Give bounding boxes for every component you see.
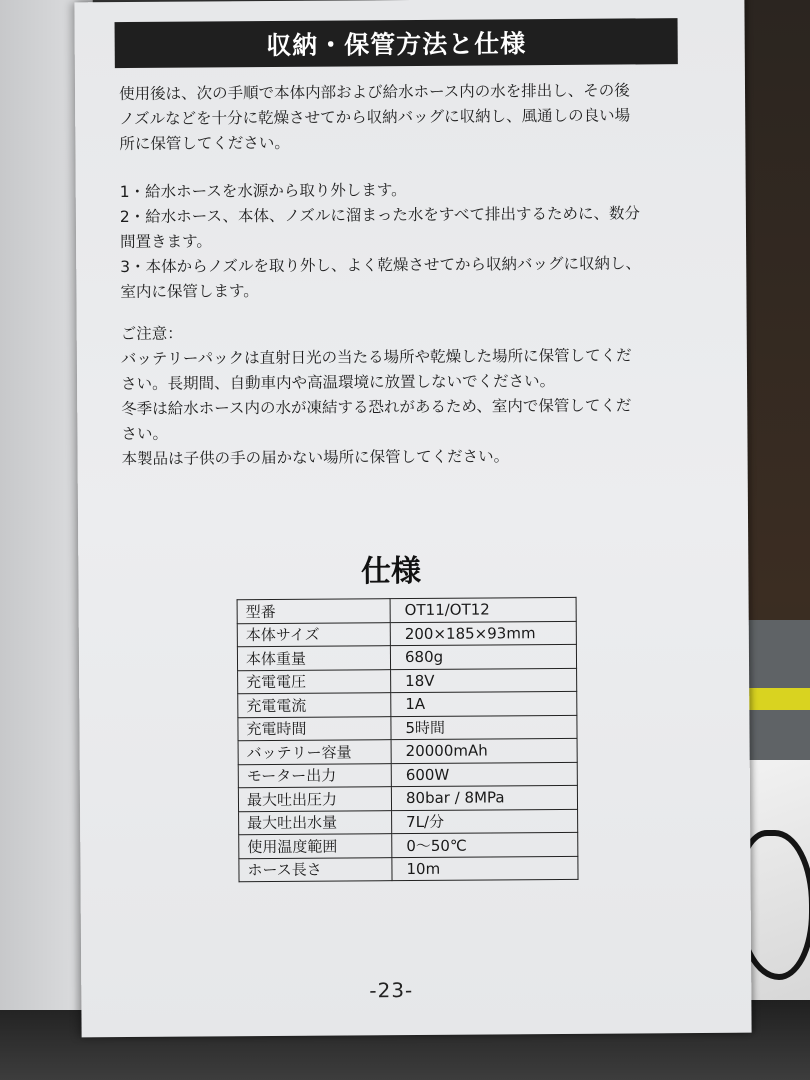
spec-key: 本体サイズ xyxy=(237,622,390,647)
spec-key: 使用温度範囲 xyxy=(239,834,392,859)
intro-paragraph xyxy=(119,78,700,157)
table-row xyxy=(238,738,577,764)
table-row xyxy=(237,621,576,647)
caution-line: 冬季は給水ホース内の水が凍結する恐れがあるため、室内で保管してくだ xyxy=(121,396,632,419)
table-row xyxy=(237,597,576,623)
spec-value: 10m xyxy=(392,856,578,881)
table-row xyxy=(239,856,578,882)
manual-page xyxy=(74,0,751,1037)
spec-value: 680g xyxy=(390,644,576,669)
spec-key: 最大吐出圧力 xyxy=(238,787,391,812)
spec-value: 600W xyxy=(391,762,577,787)
intro-line: 所に保管してください。 xyxy=(119,133,290,154)
step-line: 室内に保管します。 xyxy=(120,282,259,302)
spec-value: 18V xyxy=(391,668,577,693)
caution-notes xyxy=(121,318,702,472)
spec-key: 最大吐出水量 xyxy=(239,810,392,835)
page-number: -23- xyxy=(369,978,414,1003)
spec-key: 充電電流 xyxy=(238,693,391,718)
spec-value: 80bar / 8MPa xyxy=(391,785,577,810)
section-title: 収納・保管方法と仕様 xyxy=(266,29,527,61)
table-row xyxy=(239,809,578,835)
spec-value: 0〜50℃ xyxy=(392,832,578,857)
steps-list xyxy=(120,176,701,305)
intro-line: 使用後は、次の手順で本体内部および給水ホース内の水を排出し、その後 xyxy=(118,81,630,104)
spec-key: ホース長さ xyxy=(239,857,392,882)
caution-line: ご注意： xyxy=(120,324,183,344)
spec-key: 本体重量 xyxy=(237,646,390,671)
spec-key: モーター出力 xyxy=(238,763,391,788)
step-line: 間置きます。 xyxy=(120,232,212,252)
spec-key: 型番 xyxy=(237,599,390,624)
section-header-bar xyxy=(115,18,678,68)
table-row xyxy=(238,715,577,741)
table-row xyxy=(238,785,577,811)
table-row xyxy=(239,832,578,858)
spec-value: 200×185×93mm xyxy=(390,621,576,646)
intro-line: ノズルなどを十分に乾燥させてから収納バッグに収納し、風通しの良い場 xyxy=(119,106,631,129)
table-row xyxy=(238,762,577,788)
step-line: 2・給水ホース、本体、ノズルに溜まった水をすべて排出するために、数分 xyxy=(119,204,641,227)
spec-heading: 仕様 xyxy=(360,553,421,590)
caution-line: さい。長期間、自動車内や高温環境に放置しないでください。 xyxy=(120,372,556,394)
step-line: 1・給水ホースを水源から取り外します。 xyxy=(119,181,407,202)
spec-value: 5時間 xyxy=(391,715,577,740)
table-row xyxy=(237,644,576,670)
caution-line: さい。 xyxy=(121,424,168,444)
caution-line: 本製品は子供の手の届かない場所に保管してください。 xyxy=(121,447,510,469)
table-row xyxy=(238,668,577,694)
spec-value: 20000mAh xyxy=(391,738,577,763)
spec-value: 7L/分 xyxy=(392,809,578,834)
caution-line: バッテリーパックは直射日光の当たる場所や乾燥した場所に保管してくだ xyxy=(120,346,632,369)
spec-table xyxy=(237,597,579,882)
spec-key: バッテリー容量 xyxy=(238,740,391,765)
table-row xyxy=(238,691,577,717)
step-line: 3・本体からノズルを取り外し、よく乾燥させてから収納バッグに収納し、 xyxy=(120,254,642,277)
spec-value: OT11/OT12 xyxy=(390,597,576,622)
spec-key: 充電電圧 xyxy=(238,669,391,694)
spec-value: 1A xyxy=(391,691,577,716)
spec-key: 充電時間 xyxy=(238,716,391,741)
